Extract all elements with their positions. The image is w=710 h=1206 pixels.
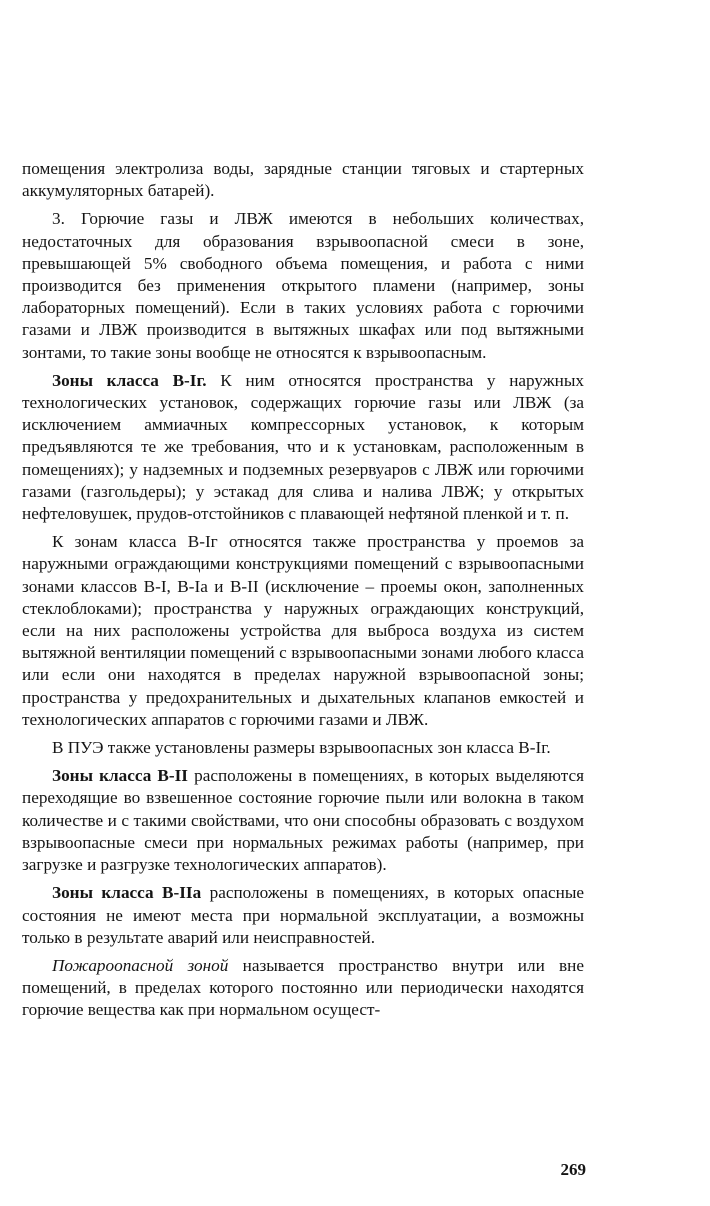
paragraph-text: 3. Горючие газы и ЛВЖ имеются в небольших количествах, недостаточных для образования взрывоопасной смеси в зоне, превышающей 5% свободного объема помещения, и работа с ними производится без применения открытого пламени (например, зоны лабораторных помещений). Если в таких условиях работа с горючими газами и ЛВЖ производится в вытяжных шкафах или под вытяжными зонтами, то такие зоны вообще не относятся к взрывоопасным.: [22, 209, 584, 362]
bold-term: Зоны класса В-IIа: [52, 883, 202, 903]
bold-term: Зоны класса В-II: [52, 766, 188, 786]
page-text: [22, 158, 584, 1028]
paragraph-text: К зонам класса В-Iг относятся также пространства у проемов за наружными ограждающими конструкциями помещений с взрывоопасными зонами классов В-I, В-Iа и В-II (исключение – проемы окон, заполненных стеклоблоками); пространства у наружных ограждающих конструкций, если на них расположены устройства для выброса воздуха из систем вытяжной вентиляции помещений с взрывоопасными зонами любого класса или если они находятся в пределах наружной взрывоопасной зоны; пространства у предохранительных и дыхательных клапанов емкостей и технологических аппаратов с горючими газами и ЛВЖ.: [22, 532, 584, 729]
paragraph-text: В ПУЭ также установлены размеры взрывоопасных зон класса В-Iг.: [52, 738, 551, 758]
paragraph-8: [22, 955, 584, 1022]
paragraph-text: К ним относятся пространства у наружных технологических установок, содержащих горючие газы или ЛВЖ (за исключением аммиачных компрессорных установок, к которым предъявляются те же требования, что и к установкам, расположенным в помещениях); у надземных и подземных резервуаров с ЛВЖ или горючими газами (газгольдеры); у эстакад для слива и налива ЛВЖ; у открытых нефтеловушек, прудов-отстойников с плавающей нефтяной пленкой и т. п.: [22, 370, 584, 524]
paragraph-text: расположены в помещениях, в которых опасные состояния не имеют места при нормальной эксплуатации, а возможны только в результате аварий или неисправностей.: [22, 883, 584, 947]
page-number: 269: [560, 1160, 586, 1179]
paragraph-7: [22, 882, 584, 949]
italic-term: Пожароопасной зоной: [52, 955, 229, 975]
paragraph-3: [22, 370, 584, 525]
paragraph-5: [22, 737, 584, 759]
paragraph-text: называется пространство внутри или вне помещений, в пределах которого постоянно или периодически находятся горючие вещества как при нормальном осущест-: [22, 955, 585, 1020]
paragraph-2: [22, 208, 584, 363]
paragraph-1: [22, 158, 584, 202]
paragraph-text: расположены в помещениях, в которых выделяются переходящие во взвешенное состояние горючие пыли или волокна в таком количестве и с такими свойствами, что они способны образовать с воздухом взрывоопасные смеси при нормальных режимах работы (например, при загрузке и разгрузке технологических аппаратов).: [22, 766, 584, 875]
paragraph-text: помещения электролиза воды, зарядные станции тяговых и стартерных аккумуляторных батарей).: [22, 159, 584, 201]
bold-term: Зоны класса В-Iг.: [52, 370, 207, 390]
paragraph-6: [22, 765, 584, 876]
paragraph-4: [22, 531, 584, 731]
